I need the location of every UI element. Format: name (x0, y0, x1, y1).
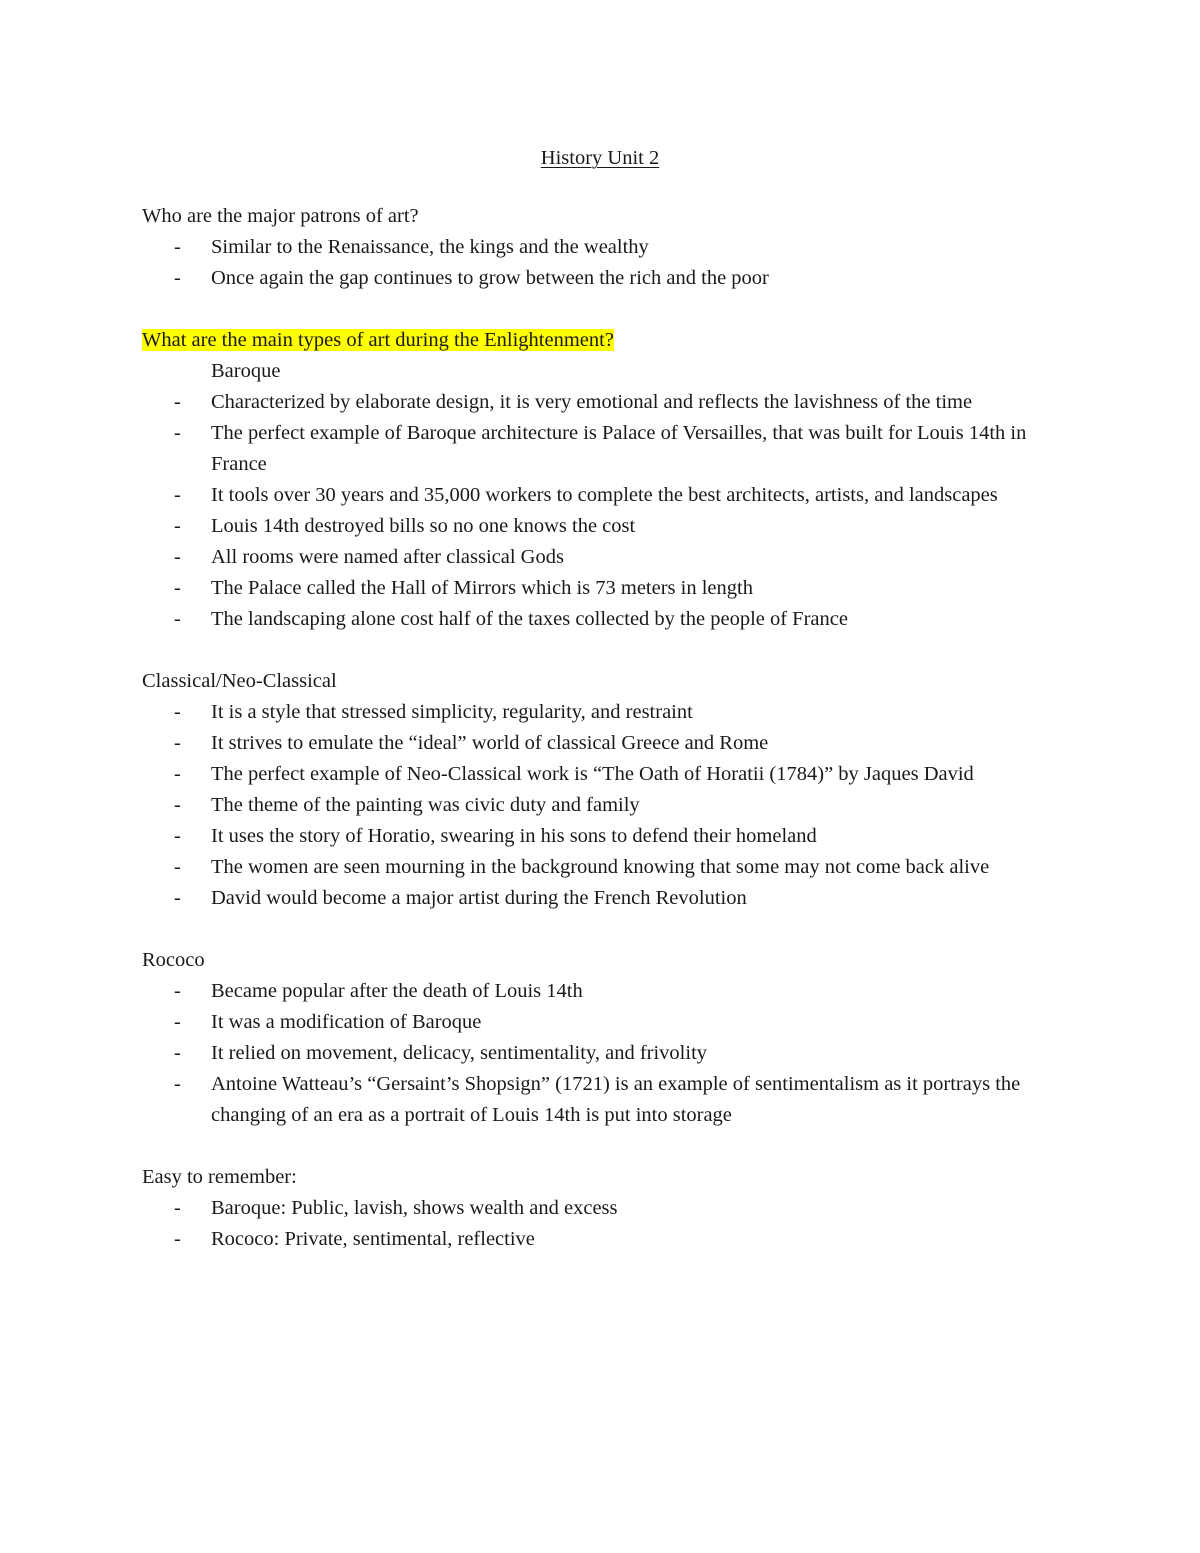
spacer (142, 635, 1062, 666)
heading-baroque: Baroque (211, 360, 281, 382)
dash-bullet: - (174, 825, 181, 847)
list-item: - It strives to emulate the “ideal” world of classical Greece and Rome (142, 728, 1062, 759)
list-item: - It was a modification of Baroque (142, 1007, 1062, 1038)
highlighted-question: What are the main types of art during the Enlightenment? (142, 329, 614, 351)
dash-bullet: - (174, 763, 181, 785)
list-item: - It relied on movement, delicacy, sentimentality, and frivolity (142, 1038, 1062, 1069)
dash-bullet: - (174, 236, 181, 258)
list-item: - All rooms were named after classical Gods (142, 542, 1062, 573)
heading-classical: Classical/Neo-Classical (142, 670, 337, 692)
remember-list (142, 1193, 1062, 1255)
list-item: - Similar to the Renaissance, the kings and the wealthy (142, 232, 1062, 263)
dash-bullet: - (174, 515, 181, 537)
dash-bullet: - (174, 391, 181, 413)
dash-bullet: - (174, 1073, 181, 1095)
spacer (142, 914, 1062, 945)
dash-bullet: - (174, 1228, 181, 1250)
list-item: - The women are seen mourning in the background knowing that some may not come back alive (142, 852, 1062, 883)
baroque-list (142, 387, 1062, 635)
list-item: - Louis 14th destroyed bills so no one knows the cost (142, 511, 1062, 542)
list-item: - The perfect example of Neo-Classical work is “The Oath of Horatii (1784)” by Jaques David (142, 759, 1062, 790)
patrons-list (142, 232, 1062, 294)
rococo-list (142, 976, 1062, 1131)
dash-bullet: - (174, 1042, 181, 1064)
dash-bullet: - (174, 422, 181, 444)
list-item: - Once again the gap continues to grow between the rich and the poor (142, 263, 1062, 294)
dash-bullet: - (174, 608, 181, 630)
spacer (142, 294, 1062, 325)
list-item: - The theme of the painting was civic duty and family (142, 790, 1062, 821)
dash-bullet: - (174, 701, 181, 723)
dash-bullet: - (174, 1197, 181, 1219)
dash-bullet: - (174, 546, 181, 568)
list-item: - The perfect example of Baroque architecture is Palace of Versailles, that was built for Louis 14th in France (142, 418, 1062, 480)
list-item: - Antoine Watteau’s “Gersaint’s Shopsign” (1721) is an example of sentimentalism as it portrays the changing of an era as a portrait of Louis 14th is put into storage (142, 1069, 1062, 1131)
dash-bullet: - (174, 577, 181, 599)
list-item: - It uses the story of Horatio, swearing in his sons to defend their homeland (142, 821, 1062, 852)
classical-list (142, 697, 1062, 914)
question-patrons: Who are the major patrons of art? (142, 205, 419, 227)
list-item: - David would become a major artist during the French Revolution (142, 883, 1062, 914)
dash-bullet: - (174, 887, 181, 909)
list-item: - The landscaping alone cost half of the taxes collected by the people of France (142, 604, 1062, 635)
document-title: History Unit 2 (540, 147, 660, 169)
heading-remember: Easy to remember: (142, 1166, 297, 1188)
spacer (142, 1131, 1062, 1162)
question-art-types (142, 325, 1062, 356)
heading-rococo: Rococo (142, 949, 205, 971)
dash-bullet: - (174, 267, 181, 289)
list-item: - Characterized by elaborate design, it is very emotional and reflects the lavishness of the time (142, 387, 1062, 418)
list-item: - Became popular after the death of Louis 14th (142, 976, 1062, 1007)
list-item: - It tools over 30 years and 35,000 workers to complete the best architects, artists, and landscapes (142, 480, 1062, 511)
dash-bullet: - (174, 732, 181, 754)
dash-bullet: - (174, 856, 181, 878)
dash-bullet: - (174, 980, 181, 1002)
document-body (142, 201, 1062, 1255)
list-item: - It is a style that stressed simplicity, regularity, and restraint (142, 697, 1062, 728)
list-item: - Rococo: Private, sentimental, reflective (142, 1224, 1062, 1255)
list-item: - Baroque: Public, lavish, shows wealth and excess (142, 1193, 1062, 1224)
dash-bullet: - (174, 484, 181, 506)
dash-bullet: - (174, 794, 181, 816)
dash-bullet: - (174, 1011, 181, 1033)
list-item: - The Palace called the Hall of Mirrors which is 73 meters in length (142, 573, 1062, 604)
